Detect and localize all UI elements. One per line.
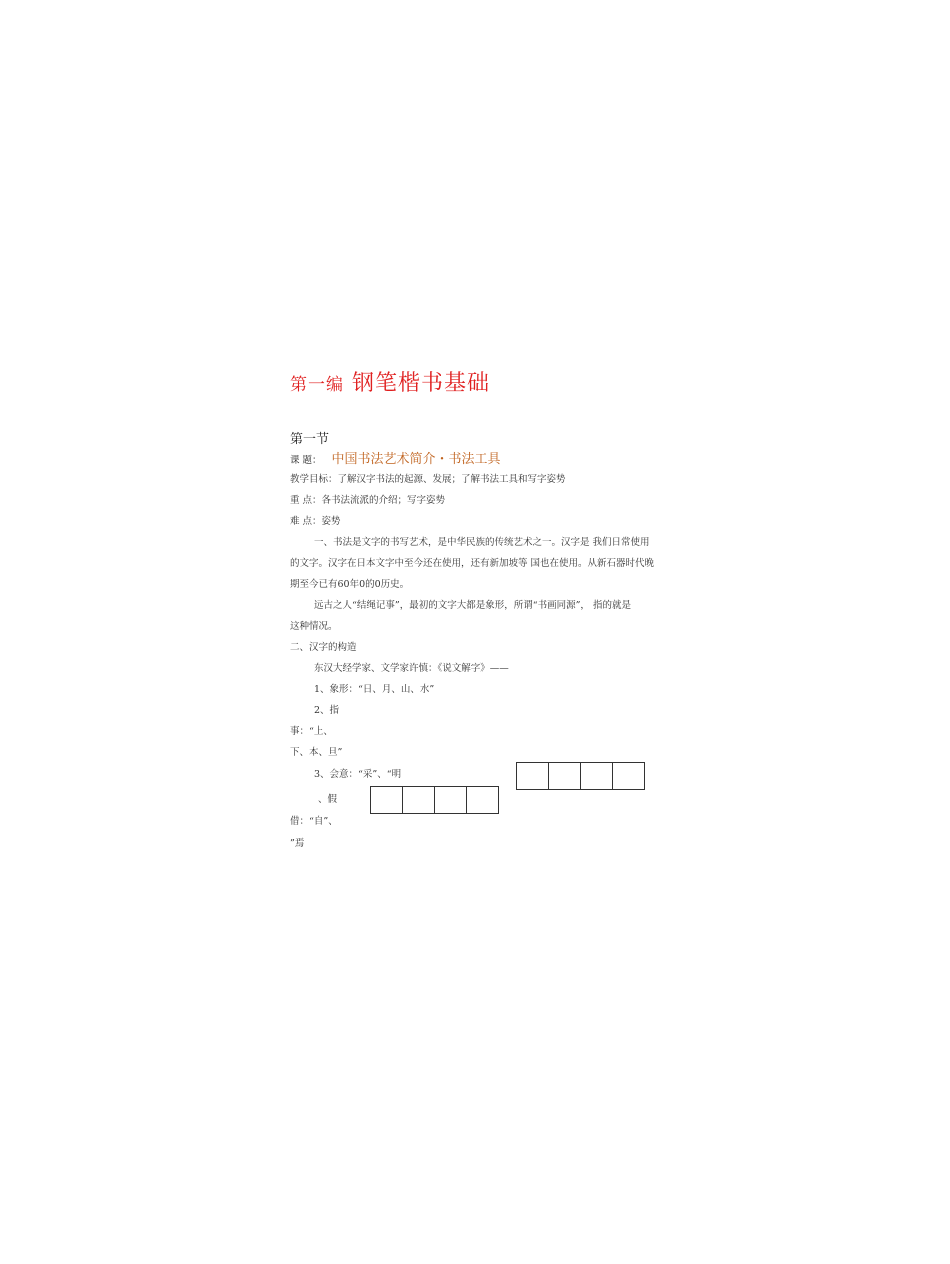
practice-grid-lower <box>370 786 499 814</box>
chapter-name: 钢笔楷书基础 <box>352 371 491 396</box>
list-item: 1、象形：“日、月、山、水” <box>314 684 435 695</box>
practice-cell <box>403 786 435 814</box>
practice-cell <box>371 786 403 814</box>
structure-intro: 东汉大经学家、文学家许慎：《说文解字》—— <box>314 663 509 674</box>
practice-cell <box>613 762 645 790</box>
list-item: 借：“自”、 <box>290 816 338 827</box>
list-item: 、假 <box>318 794 338 805</box>
list-item: ”焉 <box>290 838 305 849</box>
practice-cell <box>581 762 613 790</box>
paragraph-line: 远古之人“结绳记事”，最初的文字大都是象形，所谓“书画同源”， 指的就是 <box>314 600 631 611</box>
practice-grid-upper <box>516 762 645 790</box>
practice-cell <box>517 762 549 790</box>
key-point: 重 点：各书法流派的介绍；写字姿势 <box>290 495 446 506</box>
topic-label: 课 题： <box>290 455 322 466</box>
list-item: 事：“上、 <box>290 726 333 737</box>
list-item: 下、本、旦” <box>290 747 343 758</box>
practice-cell <box>467 786 499 814</box>
chapter-title <box>290 366 490 397</box>
paragraph-line: 这种情况。 <box>290 621 338 632</box>
topic-value: 中国书法艺术简介・书法工具 <box>331 452 501 467</box>
structure-heading: 二、汉字的构造 <box>290 642 357 653</box>
paragraph-line: 期至今已有60年0的0历史。 <box>290 579 410 590</box>
paragraph-line: 的文字。汉字在日本文字中至今还在使用，还有新加坡等 国也在使用。从新石器时代晚 <box>290 558 655 569</box>
practice-cell <box>435 786 467 814</box>
practice-cell <box>549 762 581 790</box>
section-heading: 第一节 <box>290 432 330 447</box>
chapter-part: 第一编 <box>290 375 344 395</box>
teaching-goal: 教学目标：了解汉字书法的起源、发展；了解书法工具和写字姿势 <box>290 474 566 485</box>
list-item: 2、指 <box>314 705 340 716</box>
difficulty: 难 点：姿势 <box>290 516 341 527</box>
paragraph-line: 一、书法是文字的书写艺术，是中华民族的传统艺术之一。汉字是 我们日常使用 <box>314 537 650 548</box>
list-item: 3、会意：“采”、“明 <box>314 769 402 780</box>
topic-line <box>290 448 501 467</box>
